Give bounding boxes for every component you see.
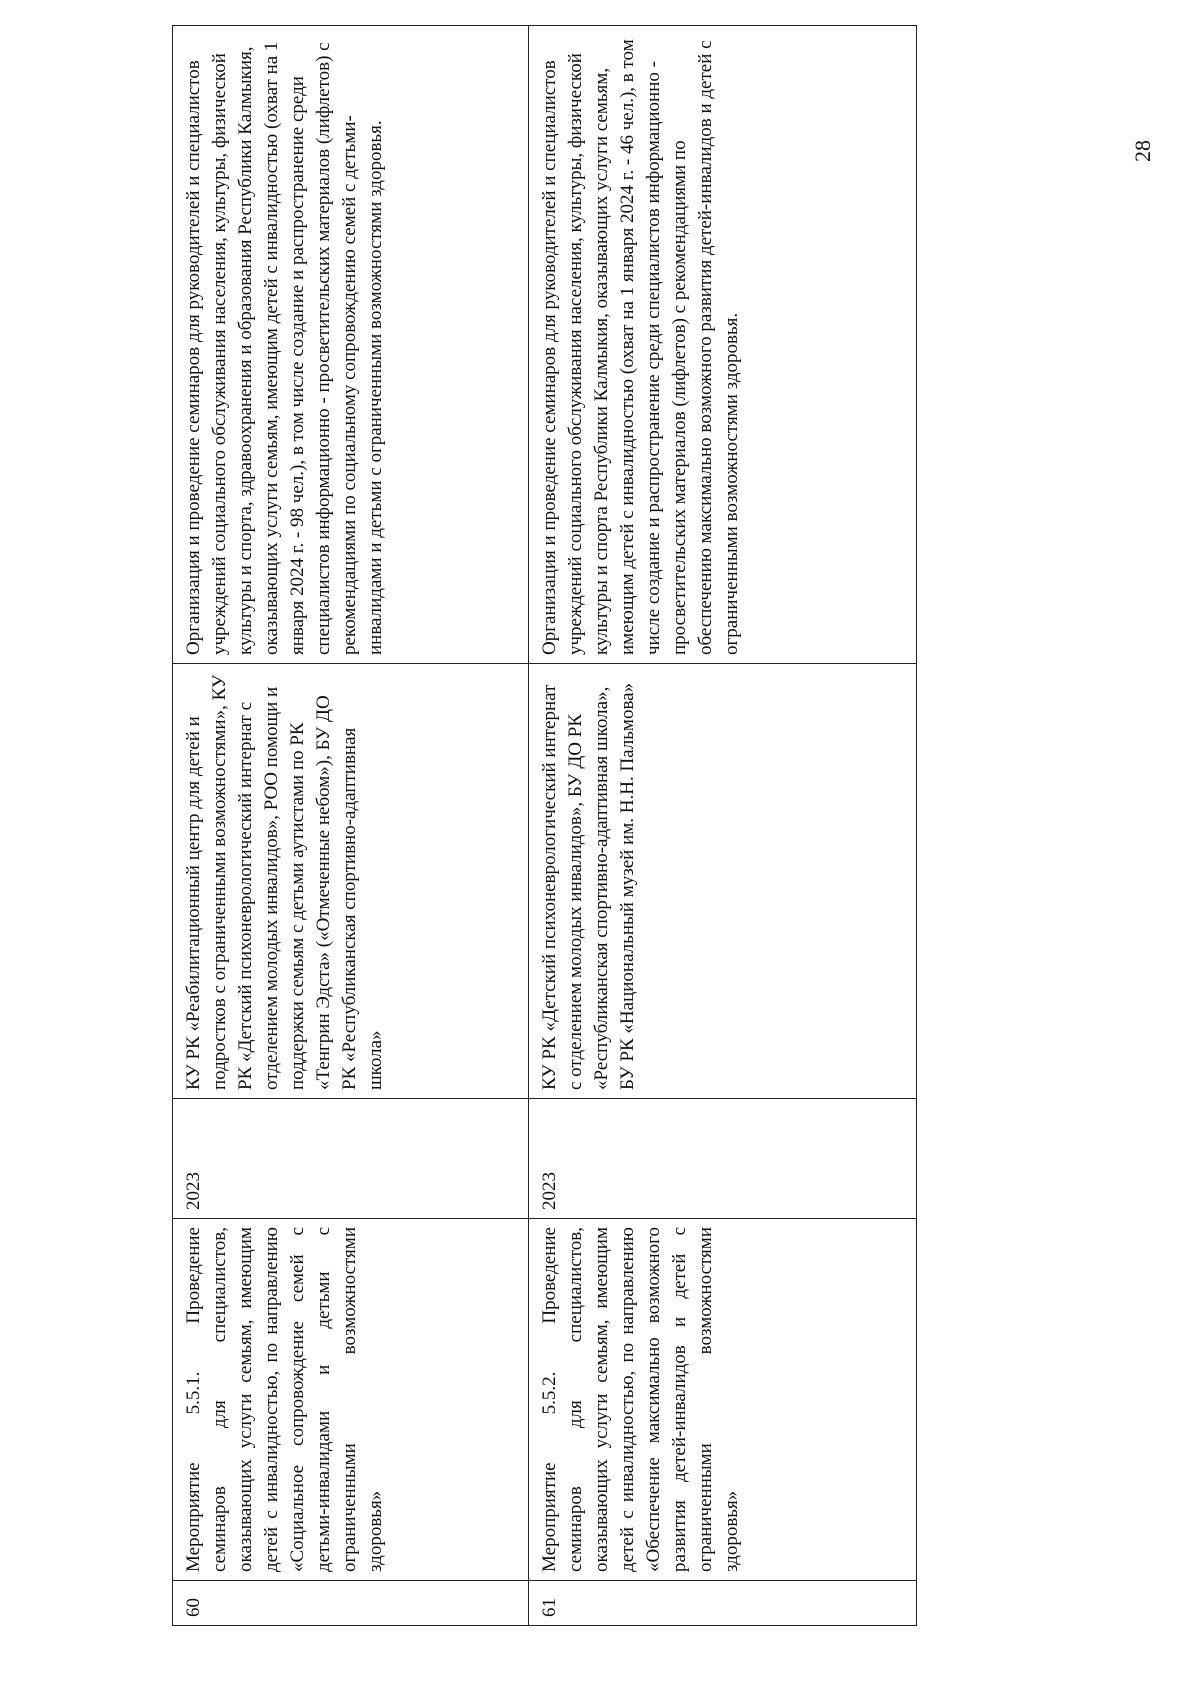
event-year: 2023 [529,1099,917,1219]
table-row [529,26,917,1626]
event-description: Мероприятие 5.5.1. Проведение семинаров для специалистов, оказывающих услуги семьям, имеющим детей с инвалидностью, по направлению «Социальное сопровождение семей с детьми-инвалидами и детьми с ограниченными возможностями здоровья» [173,1219,529,1581]
row-number: 61 [529,1581,917,1626]
event-result: Организация и проведение семинаров для руководителей и специалистов учреждений социального обслуживания населения, культуры, физической культуры и спорта Республики Калмыкия, оказывающих услуги семьям, имеющим детей с инвалидностью (охват на 1 января 2024 г. - 46 чел.), в том числе создание и распространение среди специалистов информационно - просветительских материалов (лифлетов) с рекомендациями по обеспечению максимально возможного развития детей-инвалидов и детей с ограниченными возможностями здоровья. [529,26,917,664]
measures-table [172,25,917,1626]
table-row [173,26,529,1626]
rotated-table-page [172,26,916,1626]
event-executors: КУ РК «Реабилитационный центр для детей и подростков с ограниченными возможностями», КУ РК «Детский психоневрологический интернат с отделением молодых инвалидов», РОО помощи и поддержки семьям с детьми аутистами по РК «Тенгрин Эдста» («Отмеченные небом»), БУ ДО РК «Республиканская спортивно-адаптивная школа» [173,664,529,1099]
page-number: 28 [1130,140,1155,162]
row-number: 60 [173,1581,529,1626]
event-description: Мероприятие 5.5.2. Проведение семинаров для специалистов, оказывающих услуги семьям, имеющим детей с инвалидностью, по направлению «Обеспечение максимально возможного развития детей-инвалидов и детей с ограниченными возможностями здоровья» [529,1219,917,1581]
event-result: Организация и проведение семинаров для руководителей и специалистов учреждений социального обслуживания населения, культуры, физической культуры и спорта, здравоохранения и образования Республики Калмыкия, оказывающих услуги семьям, имеющим детей с инвалидностью (охват на 1 января 2024 г. - 98 чел.), в том числе создание и распространение среди специалистов информационно - просветительских материалов (лифлетов) с рекомендациями по социальному сопровождению семей с детьми-инвалидами и детьми с ограниченными возможностями здоровья. [173,26,529,664]
event-year: 2023 [173,1099,529,1219]
event-executors: КУ РК «Детский психоневрологический интернат с отделением молодых инвалидов», БУ ДО РК «Республиканская спортивно-адаптивная школа», БУ РК «Национальный музей им. Н.Н. Пальмова» [529,664,917,1099]
